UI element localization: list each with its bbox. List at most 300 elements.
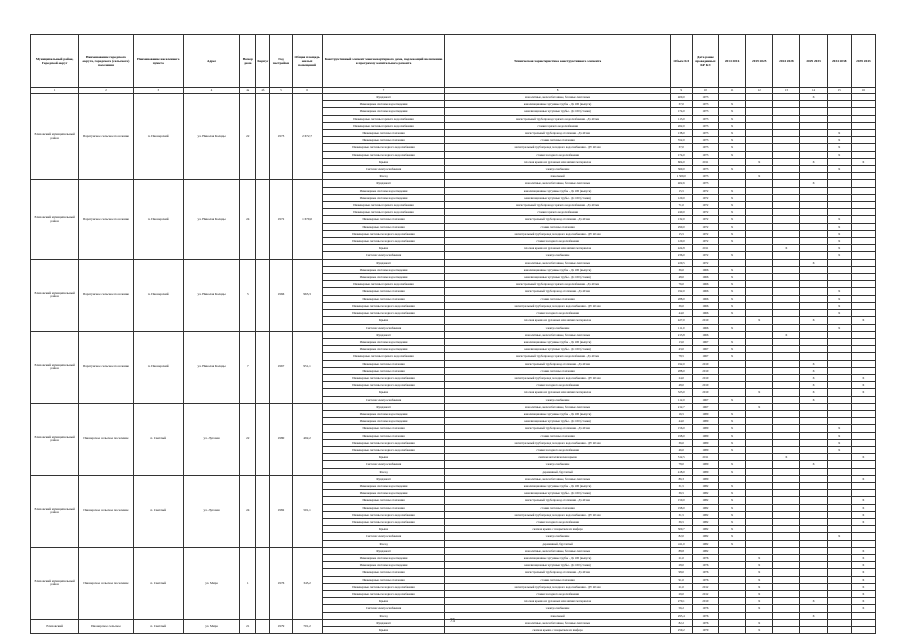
- element-cell: Инженерные системы отопления: [322, 288, 445, 295]
- column-header: Объем КЭ: [670, 35, 692, 88]
- period-mark-cell: [719, 576, 746, 583]
- period-mark-cell: [851, 540, 875, 547]
- period-mark-cell: [800, 223, 827, 230]
- column-header: 2019 2025: [746, 35, 773, 88]
- period-mark-cell: [827, 497, 851, 504]
- table-row: [31, 547, 876, 554]
- period-mark-cell: [773, 115, 800, 122]
- period-mark-cell: [773, 576, 800, 583]
- period-mark-cell: [773, 353, 800, 360]
- element-cell: Инженерные системы отопления: [322, 223, 445, 230]
- element-cell: Инженерные системы водоотведения: [322, 418, 445, 425]
- period-mark-cell: [746, 194, 773, 201]
- period-mark-cell: X: [719, 202, 746, 209]
- corpus-cell: [256, 94, 270, 180]
- house-cell: 22: [240, 94, 256, 180]
- period-mark-cell: X: [719, 432, 746, 439]
- element-cell: Инженерные системы холодного водоснабжения: [322, 511, 445, 518]
- column-header: Дата ранее проведенных КР КЭ: [692, 35, 718, 88]
- period-mark-cell: [746, 130, 773, 137]
- period-mark-cell: [827, 389, 851, 396]
- volume-cell: 198,0: [670, 504, 692, 511]
- corpus-cell: [256, 403, 270, 475]
- house-cell: 24: [240, 180, 256, 259]
- period-mark-cell: [746, 475, 773, 482]
- area-cell: 701,2: [292, 619, 322, 633]
- repair-date-cell: 2010: [692, 367, 718, 374]
- period-mark-cell: [773, 475, 800, 482]
- period-mark-cell: X: [719, 144, 746, 151]
- period-mark-cell: [719, 403, 746, 410]
- characteristic-cell: магистральный трубопровод холодного водоснабжения - ДУ 40 мм: [445, 439, 670, 446]
- period-mark-cell: [773, 137, 800, 144]
- period-mark-cell: [800, 547, 827, 554]
- period-mark-cell: [851, 410, 875, 417]
- column-header: 2034 2038: [827, 35, 851, 88]
- repair-date-cell: 2012: [692, 591, 718, 598]
- volume-cell: 36,0: [670, 266, 692, 273]
- characteristic-cell: монолитные, железобетонные, блочные ленточные: [445, 547, 670, 554]
- repair-date-cell: 2010: [692, 317, 718, 324]
- characteristic-cell: канализационные чугунные трубы - Дз 100 (стояки): [445, 490, 670, 497]
- period-mark-cell: [773, 173, 800, 180]
- characteristic-cell: магистральный трубопровод холодного водоснабжения - ДУ 40 мм: [445, 583, 670, 590]
- volume-cell: 236,0: [670, 252, 692, 259]
- period-mark-cell: X: [719, 274, 746, 281]
- volume-cell: 192,0: [670, 288, 692, 295]
- period-mark-cell: [827, 576, 851, 583]
- period-mark-cell: [773, 108, 800, 115]
- period-mark-cell: X: [719, 490, 746, 497]
- year-cell: 1966: [270, 259, 292, 331]
- period-mark-cell: X: [773, 331, 800, 338]
- period-mark-cell: [851, 238, 875, 245]
- repair-date-cell: 1972: [692, 202, 718, 209]
- column-header: Корпус: [256, 35, 270, 88]
- period-mark-cell: [773, 151, 800, 158]
- repair-date-cell: 1967: [692, 346, 718, 353]
- period-mark-cell: [827, 317, 851, 324]
- period-mark-cell: X: [827, 130, 851, 137]
- element-cell: Инженерные системы холодного водоснабжения: [322, 382, 445, 389]
- period-mark-cell: [773, 418, 800, 425]
- period-mark-cell: X: [719, 353, 746, 360]
- period-mark-cell: X: [719, 115, 746, 122]
- element-cell: Инженерные системы холодного водоснабжения: [322, 238, 445, 245]
- period-mark-cell: X: [719, 252, 746, 259]
- corpus-cell: [256, 259, 270, 331]
- period-mark-cell: [851, 151, 875, 158]
- volume-cell: 174,0: [670, 151, 692, 158]
- element-cell: Фундамент: [322, 331, 445, 338]
- capital-repair-table: [30, 34, 876, 634]
- period-mark-cell: [827, 331, 851, 338]
- period-mark-cell: X: [719, 446, 746, 453]
- period-mark-cell: [719, 317, 746, 324]
- period-mark-cell: [851, 245, 875, 252]
- period-mark-cell: [827, 353, 851, 360]
- repair-date-cell: 1980: [692, 475, 718, 482]
- locality-cell: п. Светлый: [133, 547, 183, 619]
- period-mark-cell: X: [800, 317, 827, 324]
- repair-date-cell: 1982: [692, 490, 718, 497]
- street-cell: ул. Луговая: [183, 475, 239, 547]
- period-mark-cell: X: [773, 454, 800, 461]
- period-mark-cell: [800, 454, 827, 461]
- period-mark-cell: [773, 461, 800, 468]
- period-mark-cell: [851, 137, 875, 144]
- repair-date-cell: 1966: [692, 281, 718, 288]
- period-mark-cell: X: [719, 230, 746, 237]
- element-cell: Инженерные системы водоотведения: [322, 108, 445, 115]
- element-cell: Крыша: [322, 454, 445, 461]
- period-mark-cell: X: [746, 591, 773, 598]
- period-mark-cell: [851, 94, 875, 101]
- period-mark-cell: [851, 627, 875, 634]
- period-mark-cell: [851, 202, 875, 209]
- volume-cell: 86,3: [670, 475, 692, 482]
- volume-cell: 156,0: [670, 425, 692, 432]
- period-mark-cell: [827, 569, 851, 576]
- locality-cell: п. Пионерский: [133, 94, 183, 180]
- volume-cell: 37,0: [670, 101, 692, 108]
- period-mark-cell: X: [719, 482, 746, 489]
- volume-cell: 16,5: [670, 410, 692, 417]
- period-mark-cell: [719, 389, 746, 396]
- volume-cell: 76,0: [670, 281, 692, 288]
- period-mark-cell: [851, 302, 875, 309]
- period-mark-cell: [719, 555, 746, 562]
- period-mark-cell: X: [746, 317, 773, 324]
- table-body: [31, 94, 876, 634]
- element-cell: Инженерные системы водоотведения: [322, 187, 445, 194]
- column-header: Техническая характеристика конструктивного элемента: [445, 35, 670, 88]
- year-cell: 1980: [270, 403, 292, 475]
- characteristic-cell: магистральный трубопровод отопления - Дз 40 мм: [445, 497, 670, 504]
- period-mark-cell: [719, 158, 746, 165]
- element-cell: Инженерные системы отопления: [322, 432, 445, 439]
- period-mark-cell: X: [719, 223, 746, 230]
- period-mark-cell: [827, 598, 851, 605]
- period-mark-cell: X: [851, 518, 875, 525]
- period-mark-cell: [851, 216, 875, 223]
- volume-cell: 31,5: [670, 482, 692, 489]
- repair-date-cell: 1973: [692, 144, 718, 151]
- column-header: Год постройки: [270, 35, 292, 88]
- period-mark-cell: X: [851, 591, 875, 598]
- repair-date-cell: 1966: [692, 324, 718, 331]
- period-mark-cell: [773, 338, 800, 345]
- repair-date-cell: 1972: [692, 238, 718, 245]
- volume-cell: 111,0: [670, 324, 692, 331]
- period-mark-cell: [851, 461, 875, 468]
- period-mark-cell: [851, 194, 875, 201]
- repair-date-cell: 1973: [692, 130, 718, 137]
- period-mark-cell: [800, 238, 827, 245]
- volume-cell: 262,0: [670, 122, 692, 129]
- repair-date-cell: 1972: [692, 216, 718, 223]
- element-cell: Инженерные системы отопления: [322, 216, 445, 223]
- period-mark-cell: [851, 432, 875, 439]
- volume-cell: 78,0: [670, 461, 692, 468]
- period-mark-cell: X: [719, 425, 746, 432]
- period-mark-cell: [746, 202, 773, 209]
- period-mark-cell: X: [746, 173, 773, 180]
- period-mark-cell: [773, 209, 800, 216]
- period-mark-cell: [719, 374, 746, 381]
- period-mark-cell: X: [851, 598, 875, 605]
- volume-cell: 552,0: [670, 137, 692, 144]
- characteristic-cell: стояки системы отопления: [445, 504, 670, 511]
- repair-date-cell: 1982: [692, 504, 718, 511]
- period-mark-cell: [800, 576, 827, 583]
- volume-cell: 15,5: [670, 230, 692, 237]
- repair-date-cell: 1973: [692, 122, 718, 129]
- period-mark-cell: X: [719, 137, 746, 144]
- period-mark-cell: [773, 144, 800, 151]
- repair-date-cell: 1976: [692, 619, 718, 626]
- period-mark-cell: X: [800, 461, 827, 468]
- table-row: [31, 94, 876, 101]
- period-mark-cell: X: [719, 324, 746, 331]
- period-mark-cell: X: [773, 245, 800, 252]
- period-mark-cell: [800, 605, 827, 612]
- period-mark-cell: [800, 252, 827, 259]
- period-mark-cell: X: [719, 194, 746, 201]
- period-mark-cell: [800, 425, 827, 432]
- period-mark-cell: [800, 583, 827, 590]
- column-number: 10: [692, 88, 718, 94]
- volume-cell: 36,0: [670, 439, 692, 446]
- period-mark-cell: [746, 94, 773, 101]
- period-mark-cell: X: [851, 475, 875, 482]
- period-mark-cell: X: [851, 454, 875, 461]
- period-mark-cell: X: [719, 346, 746, 353]
- characteristic-cell: электроснабжение: [445, 605, 670, 612]
- repair-date-cell: 1972: [692, 252, 718, 259]
- repair-date-cell: 1972: [692, 259, 718, 266]
- period-mark-cell: X: [800, 360, 827, 367]
- repair-date-cell: 1980: [692, 461, 718, 468]
- element-cell: Инженерные системы холодного водоснабжения: [322, 374, 445, 381]
- period-mark-cell: [827, 583, 851, 590]
- characteristic-cell: магистральный трубопровод горячего водоснабжения - Дз 40 мм: [445, 353, 670, 360]
- period-mark-cell: [800, 591, 827, 598]
- repair-date-cell: 1976: [692, 569, 718, 576]
- element-cell: Крыша: [322, 317, 445, 324]
- period-mark-cell: X: [719, 468, 746, 475]
- element-cell: Инженерные системы водоотведения: [322, 490, 445, 497]
- period-mark-cell: [827, 475, 851, 482]
- period-mark-cell: X: [746, 576, 773, 583]
- element-cell: Инженерные системы водоотведения: [322, 346, 445, 353]
- period-mark-cell: [773, 591, 800, 598]
- element-cell: Инженерные системы водоотведения: [322, 562, 445, 569]
- period-mark-cell: [719, 547, 746, 554]
- volume-cell: 13,0: [670, 338, 692, 345]
- repair-date-cell: 1980: [692, 446, 718, 453]
- period-mark-cell: [800, 504, 827, 511]
- repair-date-cell: 2010: [692, 389, 718, 396]
- settlement-cell: Пионерское сельское поселение: [79, 475, 133, 547]
- period-mark-cell: [827, 274, 851, 281]
- characteristic-cell: стояки холодного водоснабжения: [445, 591, 670, 598]
- period-mark-cell: X: [800, 94, 827, 101]
- repair-date-cell: 1982: [692, 540, 718, 547]
- characteristic-cell: стояки системы отопления: [445, 295, 670, 302]
- characteristic-cell: магистральный трубопровод отопления - Дз 40 мм: [445, 130, 670, 137]
- volume-cell: 323,0: [670, 389, 692, 396]
- element-cell: Система электроснабжения: [322, 461, 445, 468]
- period-mark-cell: X: [719, 238, 746, 245]
- element-cell: Фундамент: [322, 619, 445, 626]
- repair-date-cell: 1980: [692, 432, 718, 439]
- characteristic-cell: магистральный трубопровод холодного водоснабжения - ДУ 40 мм: [445, 230, 670, 237]
- period-mark-cell: X: [719, 310, 746, 317]
- street-cell: ул. Николая Коляды: [183, 259, 239, 331]
- period-mark-cell: [827, 374, 851, 381]
- period-mark-cell: [800, 302, 827, 309]
- repair-date-cell: 1980: [692, 468, 718, 475]
- period-mark-cell: [746, 137, 773, 144]
- period-mark-cell: X: [851, 374, 875, 381]
- element-cell: Фасад: [322, 612, 445, 619]
- period-mark-cell: [773, 511, 800, 518]
- period-mark-cell: X: [851, 562, 875, 569]
- element-cell: Крыша: [322, 526, 445, 533]
- table-header: [31, 35, 876, 94]
- column-number: 15: [827, 88, 851, 94]
- column-number: 4б: [256, 88, 270, 94]
- district-cell: Елизовский: [31, 619, 79, 633]
- period-mark-cell: [746, 259, 773, 266]
- volume-cell: 213,8: [670, 331, 692, 338]
- period-mark-cell: X: [827, 223, 851, 230]
- column-number: 8: [445, 88, 670, 94]
- period-mark-cell: [851, 439, 875, 446]
- element-cell: Инженерные системы холодного водоснабжения: [322, 439, 445, 446]
- volume-cell: 120,0: [670, 238, 692, 245]
- period-mark-cell: [773, 490, 800, 497]
- period-mark-cell: X: [719, 166, 746, 173]
- volume-cell: 240,0: [670, 209, 692, 216]
- period-mark-cell: [827, 158, 851, 165]
- characteristic-cell: магистральный трубопровод отопления - Дз 40 мм: [445, 569, 670, 576]
- volume-cell: 150,0: [670, 497, 692, 504]
- element-cell: Инженерные системы отопления: [322, 425, 445, 432]
- characteristic-cell: магистральный трубопровод холодного водоснабжения - ДУ 40 мм: [445, 511, 670, 518]
- period-mark-cell: [746, 425, 773, 432]
- period-mark-cell: [773, 324, 800, 331]
- period-mark-cell: [851, 173, 875, 180]
- district-cell: Елизовский муниципальный район: [31, 547, 79, 619]
- element-cell: Фундамент: [322, 259, 445, 266]
- repair-date-cell: 2011: [692, 454, 718, 461]
- element-cell: Инженерные системы отопления: [322, 360, 445, 367]
- characteristic-cell: стояки холодного водоснабжения: [445, 151, 670, 158]
- period-mark-cell: [851, 367, 875, 374]
- period-mark-cell: [851, 360, 875, 367]
- period-mark-cell: [851, 288, 875, 295]
- period-mark-cell: X: [827, 432, 851, 439]
- period-mark-cell: [746, 446, 773, 453]
- repair-date-cell: 1972: [692, 187, 718, 194]
- characteristic-cell: магистральный трубопровод холодного водоснабжения - ДУ 40 мм: [445, 302, 670, 309]
- period-mark-cell: [827, 382, 851, 389]
- element-cell: Фасад: [322, 173, 445, 180]
- period-mark-cell: [827, 518, 851, 525]
- characteristic-cell: монолитные, железобетонные, блочные ленточные: [445, 475, 670, 482]
- repair-date-cell: 1976: [692, 555, 718, 562]
- period-mark-cell: [746, 353, 773, 360]
- repair-date-cell: 1973: [692, 151, 718, 158]
- period-mark-cell: [800, 216, 827, 223]
- period-mark-cell: [719, 245, 746, 252]
- period-mark-cell: [773, 598, 800, 605]
- period-mark-cell: [719, 382, 746, 389]
- period-mark-cell: [800, 230, 827, 237]
- column-number: 4: [183, 88, 239, 94]
- locality-cell: п. Светлый: [133, 475, 183, 547]
- period-mark-cell: [746, 209, 773, 216]
- period-mark-cell: X: [851, 511, 875, 518]
- volume-cell: 36,0: [670, 302, 692, 309]
- period-mark-cell: [800, 475, 827, 482]
- element-cell: Инженерные системы горячего водоснабжения: [322, 122, 445, 129]
- characteristic-cell: плоская крыша из рулонных или мягких материалов: [445, 389, 670, 396]
- period-mark-cell: [773, 266, 800, 273]
- year-cell: 1972: [270, 180, 292, 259]
- characteristic-cell: стояки холодного водоснабжения: [445, 310, 670, 317]
- period-mark-cell: [851, 101, 875, 108]
- period-mark-cell: [851, 230, 875, 237]
- repair-date-cell: 1972: [692, 194, 718, 201]
- column-number: 9: [670, 88, 692, 94]
- period-mark-cell: [800, 173, 827, 180]
- period-mark-cell: [851, 130, 875, 137]
- period-mark-cell: [800, 540, 827, 547]
- year-cell: 1979: [270, 619, 292, 633]
- area-cell: 963,3: [292, 259, 322, 331]
- period-mark-cell: X: [746, 598, 773, 605]
- repair-date-cell: 1966: [692, 295, 718, 302]
- period-mark-cell: X: [800, 598, 827, 605]
- element-cell: Система электроснабжения: [322, 324, 445, 331]
- column-header: 2039 2043: [851, 35, 875, 88]
- characteristic-cell: электроснабжение: [445, 324, 670, 331]
- period-mark-cell: X: [719, 130, 746, 137]
- characteristic-cell: магистральный трубопровод холодного водоснабжения - ДУ 40 мм: [445, 374, 670, 381]
- column-header: 2014 2016: [719, 35, 746, 88]
- element-cell: Инженерные системы водоотведения: [322, 274, 445, 281]
- period-mark-cell: [851, 418, 875, 425]
- period-mark-cell: [800, 338, 827, 345]
- volume-cell: 198,0: [670, 432, 692, 439]
- period-mark-cell: [746, 302, 773, 309]
- period-mark-cell: [773, 526, 800, 533]
- column-header: Конструктивный элемент многоквартирного дома, подлежащий включению в программу капитального ремонта: [322, 35, 445, 88]
- period-mark-cell: [800, 555, 827, 562]
- locality-cell: п. Пионерский: [133, 180, 183, 259]
- period-mark-cell: [746, 245, 773, 252]
- repair-date-cell: 1982: [692, 547, 718, 554]
- element-cell: Инженерные системы горячего водоснабжения: [322, 202, 445, 209]
- period-mark-cell: [746, 432, 773, 439]
- characteristic-cell: канализационные чугунные трубы - Дз 100 (стояки): [445, 194, 670, 201]
- volume-cell: 360,0: [670, 166, 692, 173]
- column-number: 14: [800, 88, 827, 94]
- repair-date-cell: 2011: [692, 158, 718, 165]
